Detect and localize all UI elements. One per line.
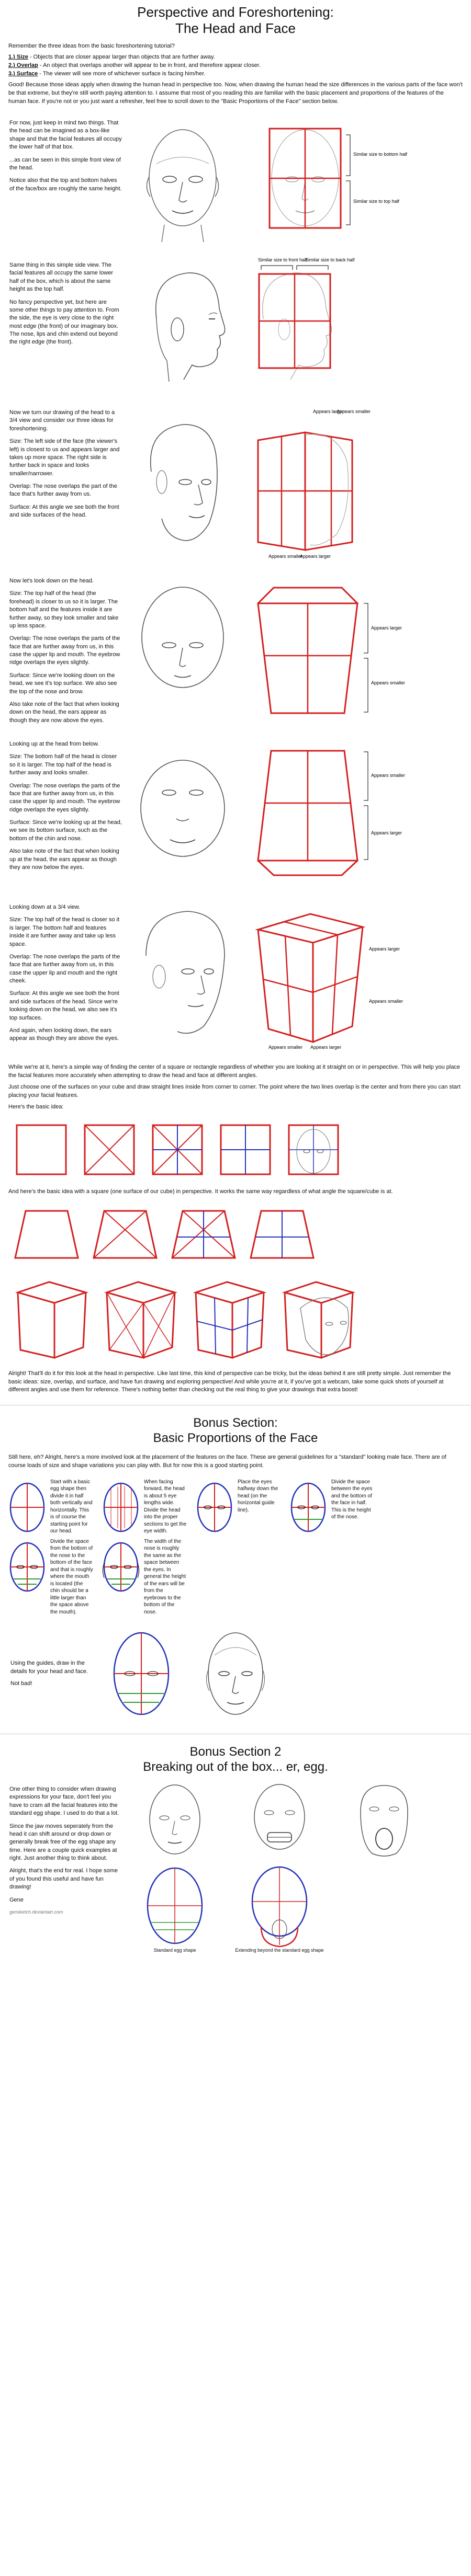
front-head-box-diagram (248, 114, 420, 245)
label-appears-larger-bottom: Appears larger (300, 553, 331, 559)
figures (122, 404, 464, 560)
label-appears-larger-bottom: Appears larger (310, 1044, 342, 1050)
front-head-sketch (125, 114, 240, 245)
paragraph: Since the jaw moves seperately from the head it can shift around or drop down or generally break free of the egg shape any time. Here are a couple quick examples at right. Just another thing to think about. (9, 1823, 117, 1862)
section-side-view (0, 253, 471, 400)
paragraph: ...as can be seen in this simple front view of the head. (9, 156, 121, 171)
square-face-sketch (285, 1121, 342, 1178)
figures (122, 898, 464, 1050)
side-head-sketch (125, 256, 240, 392)
paragraph: Size: The left side of the face (the viewer's left) is closest to us and appears larger and takes up more space. The right side is further back in space and looks smaller/narrower. (9, 438, 120, 477)
cube-center-lines (190, 1272, 269, 1360)
bonus1-title-line-2: Basic Proportions of the Face (153, 1431, 318, 1446)
label-appears-larger: Appears larger (313, 408, 344, 414)
looking-up-box-diagram (248, 735, 420, 887)
section-text (9, 572, 122, 729)
label-similar-back: Similar size to back half (305, 257, 355, 262)
section-front-view (0, 111, 471, 253)
intro-paragraph: Good! Because those ideas apply when drawing the human head in perspective too. Now, when drawing the human head the size differences in the various parts of the face won't be that extreme, but they're still worth paying attention to. I assume that most of you reading this are familiar with the basic placement and proportions of the features of the human face. If you're not or you just want a refresher, feel free to scroll down to the "Basic Proportions of the Face" section below. (8, 82, 463, 105)
paragraph: Surface: At this angle we see both the front and side surfaces of the head. (9, 503, 119, 519)
perspective-square (13, 1206, 81, 1263)
bonus1-title (0, 1411, 471, 1448)
paragraph: Surface: At this angle we see both the front and side surfaces of the head. Since we're looking down on the head, we also see it's top surfaces. (9, 990, 119, 1021)
label-similar-bottom: Similar size to bottom half (353, 151, 408, 157)
step-caption: Start with a basic egg shape then divide it in half both vertically and horizontally. This is of course the starting point for our head. (50, 1479, 93, 1535)
idea-overlap (8, 62, 463, 70)
paragraph: Overlap: The nose overlaps the part of the face that's further away from us. (9, 483, 117, 498)
perspective-square-intro (0, 1183, 471, 1201)
paragraph: Overlap: The nose overlaps the parts of the face that are further away from us, in this case the upper lip and mouth. The eyebrow ridge overlaps the eyes slightly. (9, 782, 120, 813)
paragraph: One other thing to consider when drawing expressions for your face, don't feel you have to cram all the facial features into the standard egg shape. I used to do that a lot. (9, 1785, 119, 1817)
label-appears-smaller: Appears smaller (371, 772, 406, 778)
bonus1-intro (0, 1448, 471, 1475)
proportion-guide-face (99, 1624, 183, 1723)
paragraph: Also take note of the fact that when looking up at the head, the ears appear as though they are now below the eyes. (9, 848, 119, 871)
section-looking-down (0, 569, 471, 732)
label-appears-smaller-bottom: Appears smaller (268, 553, 303, 559)
paragraph: And again, when looking down, the ears appear as though they are above the eyes. (9, 1027, 119, 1042)
proportion-step (100, 1479, 192, 1536)
square-center-lines (149, 1121, 206, 1178)
paragraph: While we're at it, here's a simple way of finding the center of a square or rectangle regardless of whether you are looking at it straight on or in perspective. This will help you place the facial features more accurately when attempting to draw the head and face at different angles. (8, 1063, 461, 1079)
paragraph: Surface: Since we're looking down on the head, we see it's top surface. We also see the top of the nose and brow. (9, 672, 117, 695)
section-text (9, 735, 122, 876)
idea-size-text: - Objects that are closer appear larger than objects that are further away. (28, 54, 215, 61)
side-head-box-diagram (248, 256, 420, 392)
bonus2-content (0, 1777, 471, 1956)
label-appears-smaller-bottom: Appears smaller (268, 1044, 303, 1050)
egg-step-5 (6, 1538, 48, 1596)
figures (122, 256, 464, 392)
caption-extended-egg: Extending beyond the standard egg shape (235, 1947, 324, 1953)
square-quarters (217, 1121, 274, 1178)
paragraph: Also take note of the fact that when looking down on the head, the ears appear as though they are now above the eyes. (9, 701, 119, 724)
paragraph: Surface: Since we're looking up at the head, we see its bottom surface, such as the bottom of the chin and nose. (9, 819, 122, 842)
section-text (9, 114, 122, 198)
proportion-step (194, 1479, 285, 1536)
label-similar-front: Similar size to front half (258, 257, 307, 262)
square-diagonals (81, 1121, 138, 1178)
paragraph: Still here, eh? Alright, here's a more involved look at the placement of the features on the face. These are general guidelines for a "standard" looking male face. There are of course loads of size and shape variations you can play with. But for now this is a good starting point. (8, 1453, 446, 1469)
figures (122, 572, 464, 724)
page-title (0, 0, 471, 38)
three-quarter-head-sketch (125, 404, 240, 560)
idea-overlap-label: 2.) Overlap (8, 62, 38, 69)
step-caption: When facing forward, the head is about 5 eye lengths wide. Divide the head into the proper sections to get the eye width. (144, 1479, 187, 1535)
bonus2-title-line-2: Breaking out of the box... er, egg. (143, 1760, 328, 1774)
egg-step-2 (100, 1479, 142, 1536)
egg-step-1 (6, 1479, 48, 1536)
title-line-1: Perspective and Foreshortening: (137, 4, 334, 20)
step-caption: Divide the space from the bottom of the nose to the bottom of the face and that is roughly where the mouth is located (the chin should be a little larger than the space above the mouth). (50, 1538, 93, 1615)
paragraph: Using the guides, draw in the details for your head and face. (10, 1660, 88, 1675)
idea-surface-label: 3.) Surface (8, 71, 38, 77)
label-similar-top: Similar size to top half (353, 198, 400, 204)
square-center-diagrams (0, 1117, 471, 1183)
section-text (9, 404, 122, 524)
paragraph: Here's the basic idea: (8, 1103, 64, 1110)
idea-surface-text: - The viewer will see more of whichever surface is facing him/her. (38, 71, 206, 77)
paragraph: Now let's look down on the head. (9, 577, 94, 584)
paragraph: Not bad! (10, 1680, 32, 1687)
figures (122, 1780, 464, 1953)
paragraph: Notice also that the top and bottom halves of the face/box are roughly the same height. (9, 177, 122, 192)
paragraph: No fancy perspective yet, but here are some other things to pay attention to. From the side, the eye is very close to the right most edge (the front) of our imaginary box. The nose, lips and chin extend out beyond the right edge (the front). (9, 299, 119, 346)
plain-square (13, 1121, 70, 1178)
paragraph: Alright, that's the end for real. I hope some of you found this useful and have fun drawing! (9, 1868, 118, 1891)
paragraph: Same thing in this simple side view. The facial features all occupy the same lower half of the box, which is about the same height as the top half. (9, 261, 114, 293)
cube-diagrams (0, 1267, 471, 1365)
label-appears-larger: Appears larger (371, 625, 402, 631)
perspective-square-diagrams (0, 1201, 471, 1267)
caption-standard-egg: Standard egg shape (153, 1947, 196, 1953)
center-tip-intro (0, 1058, 471, 1117)
idea-size-label: 1.) Size (8, 54, 28, 61)
finished-face-sketch (194, 1624, 277, 1723)
looking-up-head-sketch (125, 735, 240, 887)
three-quarter-box-diagram (248, 404, 420, 560)
bonus2-title (0, 1739, 471, 1777)
looking-down-head-sketch (125, 572, 240, 724)
perspective-square-diagonals (91, 1206, 159, 1263)
egg-step-3 (194, 1479, 236, 1536)
cube-plain (13, 1272, 91, 1360)
paragraph: Size: The bottom half of the head is closer so it is larger. The top half of the head is further away and looks smaller. (9, 753, 117, 776)
figures (122, 735, 464, 887)
section-text (9, 898, 122, 1048)
proportion-steps (0, 1475, 471, 1619)
down-three-quarter-box-diagram (248, 898, 420, 1050)
label-appears-smaller: Appears smaller (337, 408, 371, 414)
label-appears-larger: Appears larger (369, 946, 400, 952)
paragraph: Now we turn our drawing of the head to a 3/4 view and consider our three ideas for foreshortening. (9, 409, 115, 432)
neutral-face-sketch (125, 1780, 225, 1859)
perspective-square-quarters (248, 1206, 316, 1263)
egg-step-4 (287, 1479, 329, 1536)
intro-question: Remember the three ideas from the basic foreshortening tutorial? (8, 43, 175, 50)
grimace-face-sketch (230, 1780, 329, 1859)
label-appears-smaller: Appears smaller (371, 680, 406, 685)
shout-face-sketch (334, 1780, 434, 1859)
step-caption: Divide the space between the eyes and the bottom of the face in half. This is the height of the nose. (331, 1479, 373, 1520)
section-looking-up (0, 732, 471, 895)
section-three-quarter-view (0, 400, 471, 569)
perspective-closing (0, 1365, 471, 1400)
proportion-step (6, 1538, 98, 1616)
proportion-step (287, 1479, 379, 1536)
paragraph: Overlap: The nose overlaps the parts of the face that are further away from us, in this case the upper lip and mouth and the right cheek. (9, 953, 120, 984)
section-text (9, 1780, 122, 1920)
idea-surface (8, 70, 463, 78)
label-appears-larger: Appears larger (371, 830, 402, 835)
standard-egg-diagram (125, 1864, 225, 1948)
egg-step-6 (100, 1538, 142, 1596)
label-appears-smaller: Appears smaller (369, 998, 403, 1004)
final-caption (10, 1659, 89, 1688)
intro-block (0, 38, 471, 111)
looking-down-box-diagram (248, 572, 420, 724)
figures (122, 114, 464, 245)
signature: Gene (9, 1896, 24, 1903)
paragraph: Alright! That'll do it for this look at the head in perspective. Like last time, this kind of perspective can be tricky, but the ideas behind it are still pretty simple. Just remember the basic ideas: size, overlap, and surface, and have fun drawing and exploring perspective! And while you're at it, if you've got a webcam, take some quick shots of yourself at different angles and use them for reference. There's nothing better than checking out the real thing to give your drawings that extra boost! (8, 1370, 451, 1393)
section-looking-down-three-quarter (0, 895, 471, 1058)
extended-egg-figure (230, 1864, 329, 1953)
extended-egg-diagram (230, 1864, 329, 1948)
credit: gensketch.deviantart.com (9, 1909, 63, 1915)
down-three-quarter-head-sketch (125, 898, 240, 1050)
step-caption: Place the eyes halfway down the head (on the horizontal guide line). (238, 1479, 278, 1513)
paragraph: Size: The top half of the head (the forehead) is closer to us so it is larger. The bottom half and the features inside it are further away, so they look smaller and take up less space. (9, 590, 119, 629)
standard-egg-figure (125, 1864, 225, 1953)
paragraph: Overlap: The nose overlaps the parts of the face that are further away from us, in this case the upper lip and mouth. The eyebrow ridge overlaps the eyes slightly. (9, 635, 120, 666)
step-caption: The width of the nose is roughly the same as the space between the eyes. In general the height of the ears will be from the eyebrows to the bottom of the nose. (144, 1538, 186, 1615)
section-text (9, 256, 122, 351)
idea-size (8, 53, 463, 62)
paragraph: Just choose one of the surfaces on your cube and draw straight lines inside from corner to corner. The point where the two lines overlap is the center and from there you can start placing your facial features. (8, 1083, 461, 1098)
title-line-2: The Head and Face (175, 20, 296, 37)
proportion-final (0, 1619, 471, 1728)
proportion-step (6, 1479, 98, 1536)
cube-head-sketch (279, 1272, 358, 1360)
cube-diagonals (102, 1272, 180, 1360)
bonus1-title-line-1: Bonus Section: (193, 1416, 278, 1430)
bonus2-title-line-1: Bonus Section 2 (189, 1745, 282, 1759)
paragraph: For now, just keep in mind two things. That the head can be imagined as a box-like shape and that the facial features all occupy the lower half of that box. (9, 119, 122, 151)
paragraph: Looking up at the head from below. (9, 740, 99, 747)
perspective-square-center (170, 1206, 238, 1263)
proportion-step (100, 1538, 192, 1616)
paragraph: And here's the basic idea with a square (one surface of our cube) in perspective. It works the same way regardless of what angle the square/cube is at. (8, 1188, 393, 1195)
idea-overlap-text: - An object that overlaps another will appear to be in front, and therefore appear closer. (38, 62, 261, 69)
paragraph: Size: The top half of the head is closer so it is larger. The bottom half and features inside it are further away and take up less space. (9, 917, 120, 947)
paragraph: Looking down at a 3/4 view. (9, 903, 81, 910)
